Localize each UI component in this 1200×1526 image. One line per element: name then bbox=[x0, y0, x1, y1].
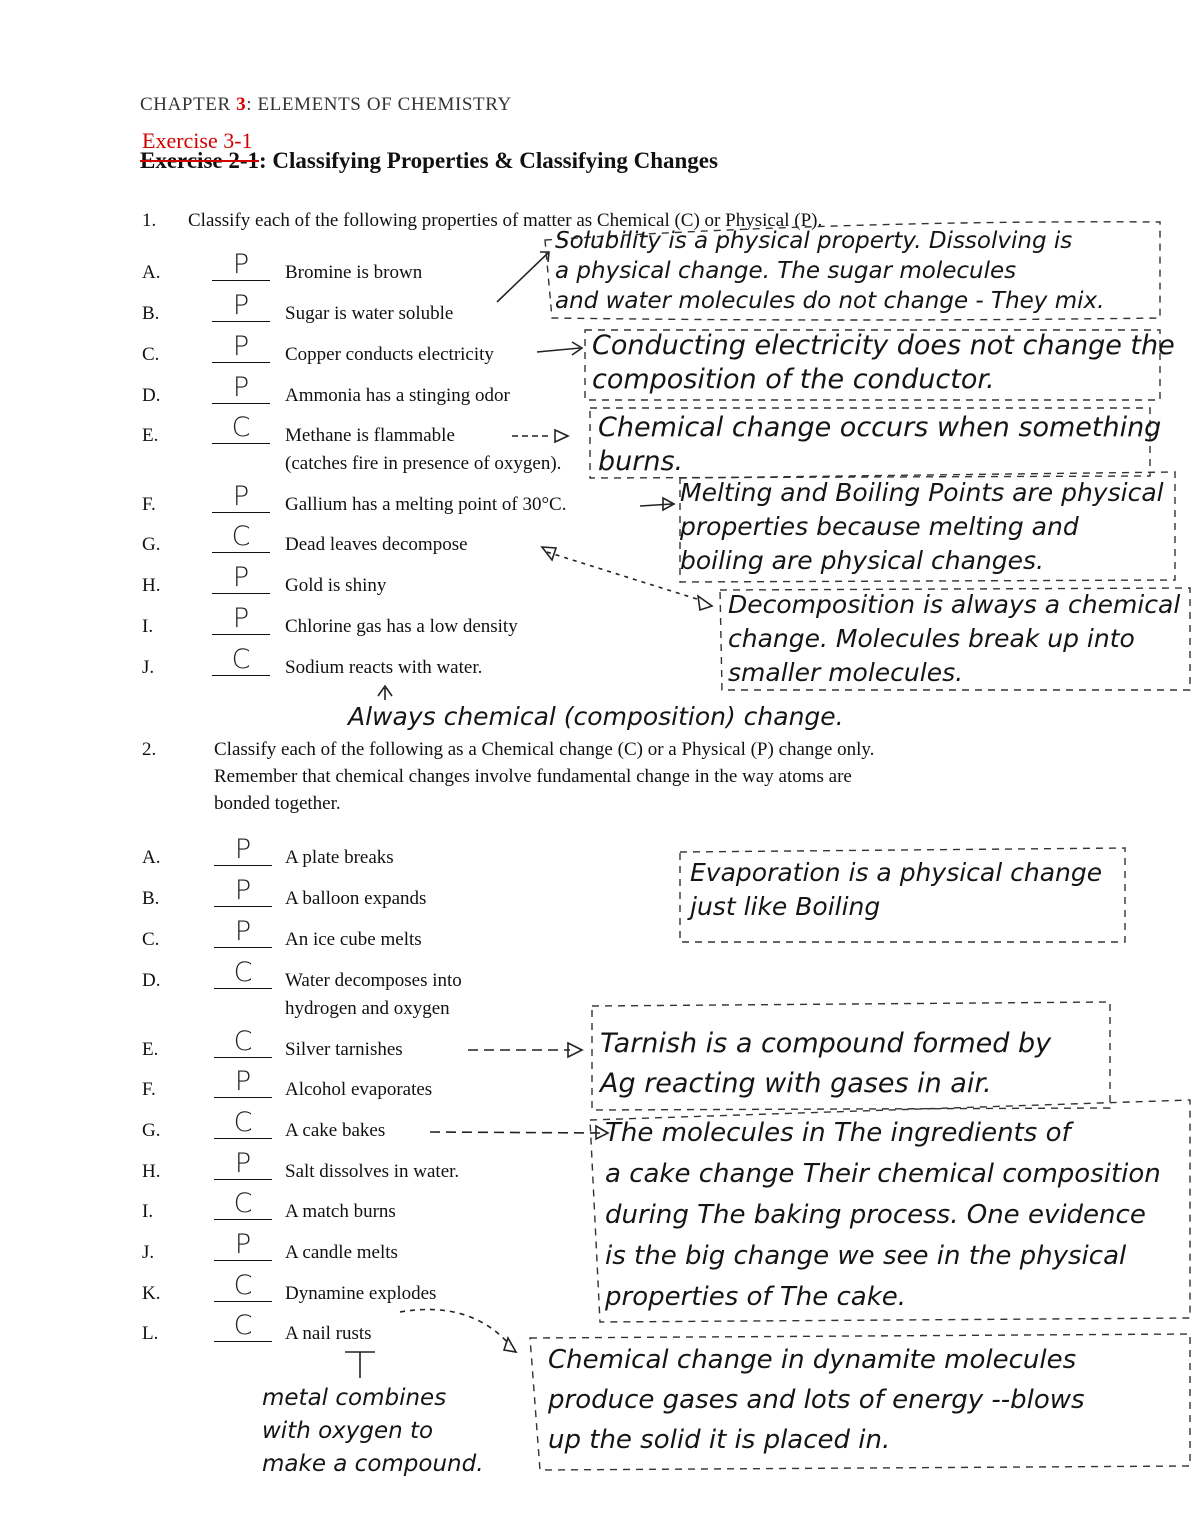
q2-item-text: Dynamine explodes bbox=[285, 1283, 437, 1304]
q2-item-text: A cake bakes bbox=[285, 1120, 386, 1141]
q2-answer: P bbox=[234, 916, 252, 947]
handwritten-note-melting: boiling are physical changes. bbox=[680, 546, 1045, 575]
q2-answer: P bbox=[234, 1229, 252, 1260]
handwritten-note-solubility: and water molecules do not change - They mix. bbox=[555, 288, 1105, 314]
q1-item-letter: A. bbox=[142, 262, 161, 283]
q1-answer: P bbox=[232, 249, 250, 280]
q2-item-text: A balloon expands bbox=[285, 888, 427, 909]
handwritten-note-tarnish: Tarnish is a compound formed by bbox=[600, 1028, 1052, 1059]
handwritten-note-melting: Melting and Boiling Points are physical bbox=[680, 478, 1164, 507]
q2-item-text: Silver tarnishes bbox=[285, 1039, 403, 1060]
q1-answer: P bbox=[232, 331, 250, 362]
q1-item-letter: B. bbox=[142, 303, 160, 324]
q1-answer: P bbox=[232, 290, 250, 321]
q2-item-letter: D. bbox=[142, 970, 161, 991]
q2-answer: P bbox=[234, 875, 252, 906]
q2-item-text: Alcohol evaporates bbox=[285, 1079, 433, 1100]
handwritten-note-always: Always chemical (composition) change. bbox=[348, 702, 844, 731]
q1-answer: C bbox=[231, 412, 251, 443]
q2-item-letter: H. bbox=[142, 1161, 161, 1182]
handwritten-note-evaporation: Evaporation is a physical change bbox=[690, 858, 1103, 887]
q1-answer: P bbox=[232, 481, 250, 512]
q1-number: 1. bbox=[142, 210, 157, 231]
q2-answer: C bbox=[233, 1270, 253, 1301]
q1-item-text: Dead leaves decompose bbox=[285, 534, 468, 555]
handwritten-note-cake: is the big change we see in the physical bbox=[605, 1241, 1127, 1271]
q1-item-letter: I. bbox=[142, 616, 154, 637]
q2-answer: C bbox=[233, 1107, 253, 1138]
q2-item-letter: J. bbox=[142, 1242, 155, 1263]
chapter-heading: CHAPTER 3: ELEMENTS OF CHEMISTRY bbox=[140, 94, 512, 115]
handwritten-note-solubility: a physical change. The sugar molecules bbox=[555, 258, 1017, 284]
q2-item-letter: G. bbox=[142, 1120, 161, 1141]
handwritten-note-chemical-change: burns. bbox=[598, 446, 684, 477]
q1-item-text: Sodium reacts with water. bbox=[285, 657, 483, 678]
q2-item-text: An ice cube melts bbox=[285, 929, 422, 950]
handwritten-note-conducting: composition of the conductor. bbox=[592, 364, 995, 395]
q2-item-text: A candle melts bbox=[285, 1242, 398, 1263]
q2-item-text: A nail rusts bbox=[285, 1323, 372, 1344]
q1-item-letter: E. bbox=[142, 425, 159, 446]
q1-item-text: Methane is flammable bbox=[285, 425, 455, 446]
handwritten-note-cake: properties of The cake. bbox=[605, 1282, 907, 1312]
handwritten-note-evaporation: just like Boiling bbox=[690, 892, 881, 921]
q1-item-text: Copper conducts electricity bbox=[285, 344, 494, 365]
q1-answer: P bbox=[232, 372, 250, 403]
q1-item-letter: G. bbox=[142, 534, 161, 555]
q2-answer: P bbox=[234, 1148, 252, 1179]
q2-item-text: Salt dissolves in water. bbox=[285, 1161, 460, 1182]
handwritten-note-cake: The molecules in The ingredients of bbox=[605, 1118, 1071, 1148]
handwritten-note-decomposition: smaller molecules. bbox=[728, 658, 964, 687]
q1-item-text-2: (catches fire in presence of oxygen). bbox=[285, 453, 562, 474]
handwritten-note-dynamite: up the solid it is placed in. bbox=[548, 1425, 891, 1455]
q2-item-letter: E. bbox=[142, 1039, 159, 1060]
handwritten-note-cake: during The baking process. One evidence bbox=[605, 1200, 1146, 1230]
q1-item-text: Gold is shiny bbox=[285, 575, 387, 596]
q1-item-text: Sugar is water soluble bbox=[285, 303, 454, 324]
q1-item-text: Gallium has a melting point of 30°C. bbox=[285, 494, 567, 515]
q1-answer: P bbox=[232, 562, 250, 593]
q1-item-text: Ammonia has a stinging odor bbox=[285, 385, 510, 406]
handwritten-note-decomposition: change. Molecules break up into bbox=[728, 624, 1135, 653]
q2-answer: P bbox=[234, 1066, 252, 1097]
handwritten-note-melting: properties because melting and bbox=[680, 512, 1079, 541]
q2-item-letter: B. bbox=[142, 888, 160, 909]
q2-item-text: Water decomposes into bbox=[285, 970, 462, 991]
q2-number: 2. bbox=[142, 739, 157, 760]
q2-answer: C bbox=[233, 1310, 253, 1341]
q2-answer: C bbox=[233, 1026, 253, 1057]
q2-prompt-line1: Classify each of the following as a Chemical change (C) or a Physical (P) change only. bbox=[214, 739, 875, 760]
handwritten-note-decomposition: Decomposition is always a chemical bbox=[728, 590, 1181, 619]
q1-item-text: Chlorine gas has a low density bbox=[285, 616, 518, 637]
q1-item-letter: D. bbox=[142, 385, 161, 406]
q1-item-letter: F. bbox=[142, 494, 156, 515]
handwritten-note-conducting: Conducting electricity does not change the bbox=[592, 330, 1175, 361]
q1-answer: C bbox=[231, 521, 251, 552]
q2-item-text: A plate breaks bbox=[285, 847, 394, 868]
handwritten-note-cake: a cake change Their chemical composition bbox=[605, 1159, 1161, 1189]
q2-answer: P bbox=[234, 834, 252, 865]
handwritten-note-rust: metal combines bbox=[262, 1385, 447, 1411]
q1-item-letter: C. bbox=[142, 344, 160, 365]
handwritten-note-dynamite: Chemical change in dynamite molecules bbox=[548, 1345, 1077, 1375]
handwritten-note-rust: with oxygen to bbox=[262, 1418, 434, 1444]
page-title: Exercise 2-1: Classifying Properties & Classifying Changes bbox=[140, 148, 718, 173]
q2-item-letter: K. bbox=[142, 1283, 161, 1304]
q2-prompt-line2: Remember that chemical changes involve fundamental change in the way atoms are bbox=[214, 766, 852, 787]
q1-item-text: Bromine is brown bbox=[285, 262, 423, 283]
q1-prompt: Classify each of the following properties of matter as Chemical (C) or Physical (P). bbox=[188, 210, 823, 231]
chapter-number: 3 bbox=[236, 94, 247, 115]
q1-item-letter: H. bbox=[142, 575, 161, 596]
handwritten-note-dynamite: produce gases and lots of energy --blows bbox=[548, 1385, 1085, 1415]
q2-item-letter: A. bbox=[142, 847, 161, 868]
q2-item-letter: C. bbox=[142, 929, 160, 950]
q2-item-text-2: hydrogen and oxygen bbox=[285, 998, 450, 1019]
q1-answer: C bbox=[231, 644, 251, 675]
exercise-correction: Exercise 3-1 bbox=[142, 128, 253, 153]
q1-item-letter: J. bbox=[142, 657, 155, 678]
q1-answer: P bbox=[232, 603, 250, 634]
q2-item-text: A match burns bbox=[285, 1201, 396, 1222]
exercise-struck: Exercise 2-1 bbox=[140, 148, 260, 173]
handwritten-note-chemical-change: Chemical change occurs when something bbox=[598, 412, 1162, 443]
q2-answer: C bbox=[233, 957, 253, 988]
q2-prompt-line3: bonded together. bbox=[214, 793, 341, 814]
q2-item-letter: F. bbox=[142, 1079, 156, 1100]
handwritten-note-rust: make a compound. bbox=[262, 1451, 484, 1477]
handwritten-note-tarnish: Ag reacting with gases in air. bbox=[600, 1068, 992, 1099]
q2-answer: C bbox=[233, 1188, 253, 1219]
q2-item-letter: I. bbox=[142, 1201, 154, 1222]
q2-item-letter: L. bbox=[142, 1323, 159, 1344]
handwritten-note-solubility: Solubility is a physical property. Dissolving is bbox=[555, 228, 1073, 254]
